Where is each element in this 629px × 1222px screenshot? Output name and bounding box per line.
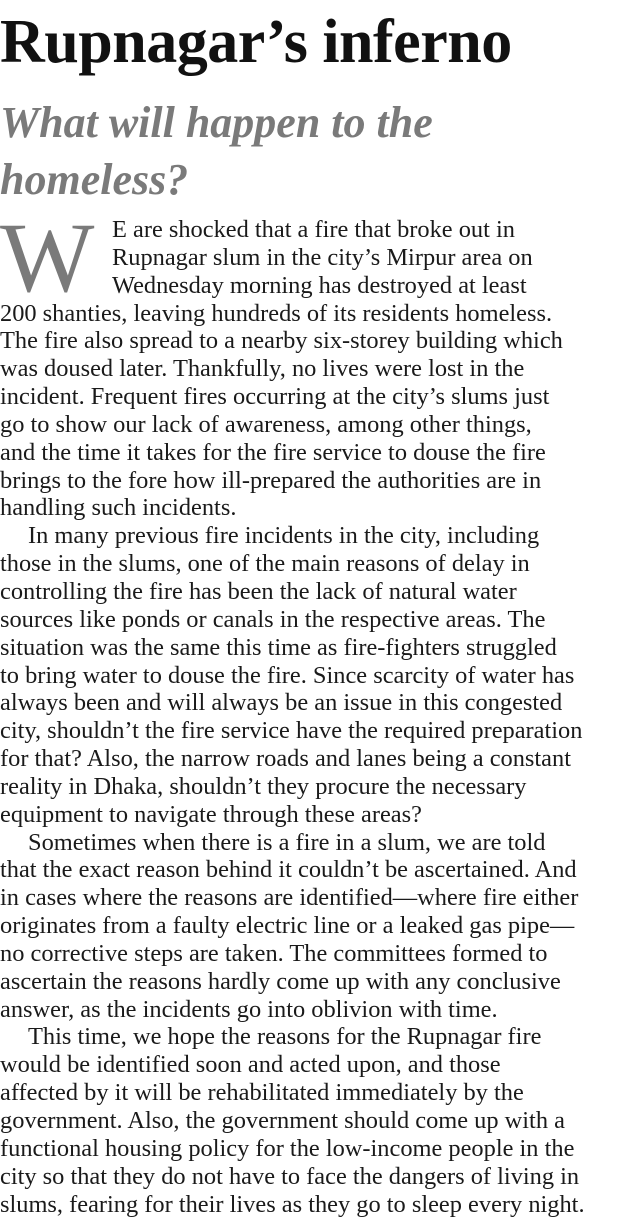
text-line: brings to the fore how ill-prepared the authorities are in (0, 466, 542, 494)
text-line: answer, as the incidents go into oblivion with time. (0, 995, 498, 1023)
text-line: originates from a faulty electric line or a leaked gas pipe— (0, 912, 575, 940)
text-line: go to show our lack of awareness, among other things, (0, 410, 532, 438)
text-line: would be identified soon and acted upon, and those (0, 1051, 501, 1079)
subhead: What will happen to the homeless? (0, 98, 433, 204)
text-line: affected by it will be rehabilitated immediately by the (0, 1079, 524, 1107)
text-line: The fire also spread to a nearby six-storey building which (0, 327, 563, 355)
paragraph-4 (0, 1023, 629, 1218)
text-line: Wednesday morning has destroyed at least (112, 271, 527, 299)
text-line: those in the slums, one of the main reasons of delay in (0, 550, 530, 578)
paragraph-3 (0, 829, 629, 1024)
text-line: city, shouldn’t the fire service have the required preparation (0, 717, 583, 745)
text-line: slums, fearing for their lives as they go to sleep every night. (0, 1190, 585, 1218)
text-line: for that? Also, the narrow roads and lanes being a constant (0, 745, 571, 773)
text-line: government. Also, the government should come up with a (0, 1107, 565, 1134)
text-line: reality in Dhaka, shouldn’t they procure the necessary (0, 772, 527, 800)
headline: Rupnagar’s inferno (0, 8, 512, 76)
text-line: This time, we hope the reasons for the Rupnagar fire (28, 1023, 542, 1051)
text-line: functional housing policy for the low-income people in the (0, 1134, 575, 1162)
paragraph-2 (0, 522, 629, 828)
drop-cap: W (0, 202, 95, 313)
text-line: was doused later. Thankfully, no lives were lost in the (0, 355, 525, 383)
text-line: sources like ponds or canals in the respective areas. The (0, 605, 546, 633)
paragraph-1 (0, 202, 629, 522)
text-line: in cases where the reasons are identified—where fire either (0, 884, 579, 912)
text-line: situation was the same this time as fire-fighters struggled (0, 633, 557, 661)
text-line: E are shocked that a fire that broke out in (112, 216, 515, 243)
text-line: Sometimes when there is a fire in a slum, we are told (28, 828, 546, 856)
text-line: controlling the fire has been the lack of natural water (0, 577, 517, 605)
text-line: city so that they do not have to face the dangers of living in (0, 1162, 580, 1190)
text-line: In many previous fire incidents in the city, including (28, 522, 540, 550)
text-line: 200 shanties, leaving hundreds of its residents homeless. (0, 299, 553, 327)
text-line: always been and will always be an issue in this congested (0, 689, 563, 717)
text-line: no corrective steps are taken. The committees formed to (0, 939, 548, 967)
text-line: handling such incidents. (0, 494, 237, 522)
text-line: that the exact reason behind it couldn’t be ascertained. And (0, 856, 577, 884)
text-line: Rupnagar slum in the city’s Mirpur area on (112, 243, 533, 271)
text-line: to bring water to douse the fire. Since scarcity of water has (0, 661, 575, 689)
article-body (0, 202, 629, 1218)
text-line: equipment to navigate through these areas? (0, 800, 422, 828)
text-line: incident. Frequent fires occurring at the city’s slums just (0, 383, 550, 411)
text-line: and the time it takes for the fire service to douse the fire (0, 438, 546, 466)
text-line: ascertain the reasons hardly come up with any conclusive (0, 967, 561, 995)
